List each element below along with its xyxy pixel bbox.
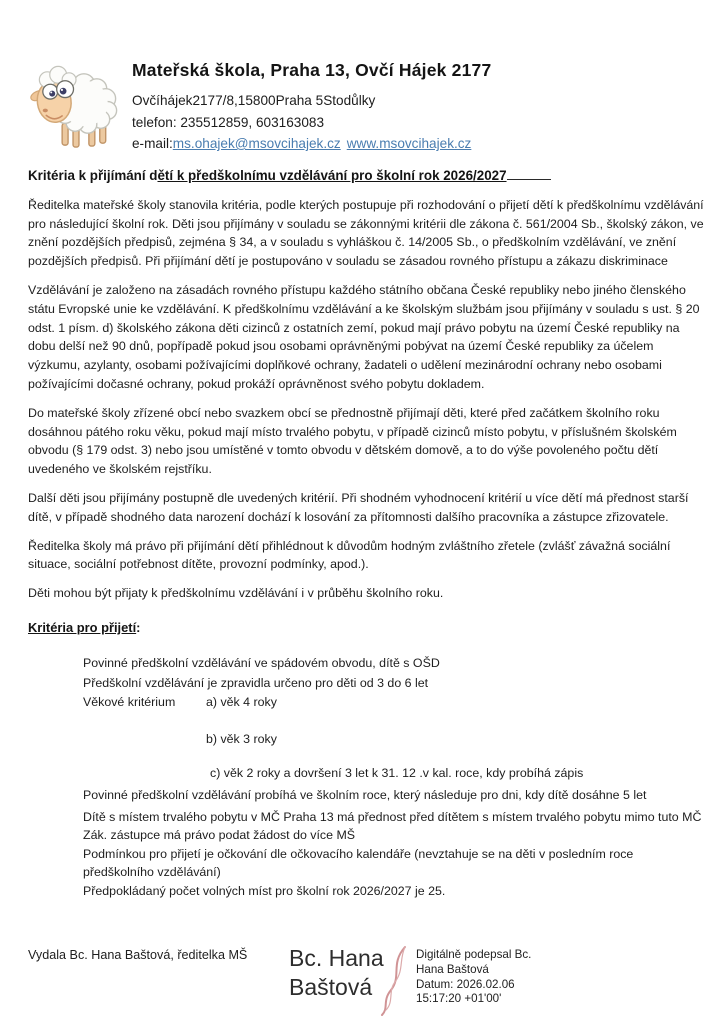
document-title-prefix: Kritéria k přijímání d — [28, 168, 158, 183]
title-underline-extension — [507, 167, 551, 180]
signature-name-line2: Baštová — [289, 974, 373, 1000]
criteria-item-age — [83, 693, 704, 712]
document-body — [28, 167, 704, 900]
issued-by-line: Vydala Bc. Hana Baštová, ředitelka MŠ — [28, 948, 248, 962]
signature-detail-line2: Hana Baštová — [416, 962, 489, 976]
criteria-item-vaccination: Podmínkou pro přijetí je očkování dle očkovacího kalendáře (nevztahuje se na děti v posledním roce předškolního vzdělávání) — [83, 846, 634, 880]
criteria-item-age-range: Předškolní vzdělávání je zpravidla určeno pro děti od 3 do 6 let — [83, 676, 429, 691]
paragraph-tiebreak: Další děti jsou přijímány postupně dle uvedených kritérií. Při shodném vyhodnocení kritérií u více dětí má přednost starší dítě, v případě shodného data narození dochází k losování za přítomnosti dalšího pracovníka a zástupce zřizovatele. — [28, 490, 689, 524]
age-option-a: a) věk 4 roky — [206, 694, 277, 709]
email-link[interactable]: ms.ohajek@msovcihajek.cz — [172, 136, 341, 151]
criteria-list — [83, 654, 704, 901]
criteria-heading — [28, 619, 704, 638]
signature-detail-line3: Datum: 2026.02.06 — [416, 977, 515, 991]
address-line: Ovčíhájek2177/8,15800Praha 5Stodůlky — [132, 93, 376, 108]
signature-flourish-icon — [374, 944, 418, 1018]
sheep-logo-icon — [26, 54, 126, 158]
paragraph-equal-access: Vzdělávání je založeno na zásadách rovného přístupu každého státního občana České republiky nebo jiného členského státu Evropské unie ke vzdělávání. K předškolnímu vzdělávání a ke školským službám jsou přijímány v souladu s ust. § 20 odst. 1 písm. d) školského zákona děti cizinců z ostatních zemí, pokud mají právo pobytu na území České republiky na dobu delší než 90 dnů, popřípadě pokud jsou osobami oprávněnými pobývat na území České republiky za účelem výzkumu, azylanty, osobami požívajícími doplňkové ochrany, žadateli o udělení mezinárodní ochrany nebo osobami požívajícími dočasné ochrany, pokud prokáží oprávněnost svého pobytu dokladem. — [28, 282, 700, 391]
age-option-b: b) věk 3 roky — [206, 732, 277, 747]
criteria-heading-text: Kritéria pro přijetí — [28, 619, 137, 635]
website-link[interactable]: www.msovcihajek.cz — [346, 136, 472, 151]
age-option-c: c) věk 2 roky a dovršení 3 let k 31. 12 .v kal. roce, kdy probíhá zápis — [210, 765, 584, 780]
signature-detail-line4: 15:17:20 +01'00' — [416, 992, 502, 1006]
age-criterion-label: Věkové kritérium — [83, 694, 176, 709]
letterhead-text — [132, 54, 491, 158]
paragraph-priority-admission: Do mateřské školy zřízené obcí nebo svazkem obcí se přednostně přijímají děti, které před začátkem školního roku dosáhnou pátého roku věku, pokud mají místo trvalého pobytu, v případě cizinců místo pobytu, v příslušném školském obvodu (§ 179 odst. 3) nebo jsou umístěné v tomto obvodu v dětském domově, a to do výše povoleného počtu dětí uvedeného ve školském rejstříku. — [28, 405, 677, 477]
criteria-heading-colon: : — [136, 619, 141, 635]
school-name: Mateřská škola, Praha 13, Ovčí Hájek 2177 — [132, 60, 492, 80]
letterhead — [26, 54, 491, 158]
criteria-item-residence: Dítě s místem trvalého pobytu v MČ Praha 13 má přednost před dítětem s místem trvalého pobytu mimo tuto MČ — [83, 809, 702, 824]
paragraph-midyear-admission: Děti mohou být přijaty k předškolnímu vzdělávání i v průběhu školního roku. — [28, 586, 444, 601]
criteria-item-guardian: Zák. zástupce má právo podat žádost do více MŠ — [83, 828, 356, 843]
phone-line: telefon: 235512859, 603163083 — [132, 114, 325, 130]
criteria-item-ospd: Povinné předškolní vzdělávání ve spádovém obvodu, dítě s OŠD — [83, 655, 440, 670]
signature-name-line1: Bc. Hana — [289, 945, 384, 971]
signature-detail-line1: Digitálně podepsal Bc. — [416, 948, 532, 961]
criteria-item-capacity: Předpokládaný počet volných míst pro školní rok 2026/2027 je 25. — [83, 883, 446, 898]
document-title-underlined: ětí k předškolnímu vzdělávání pro školní rok 2026/2027 — [157, 168, 507, 183]
email-line — [132, 133, 491, 155]
paragraph-intro: Ředitelka mateřské školy stanovila kritéria, podle kterých postupuje při rozhodování o přijetí dětí k předškolnímu vzdělávání pro následující školní rok. Děti jsou přijímány v souladu se zákonnými kritérii dle zákona č. 561/2004 Sb., školský zákon, ve znění pozdějších předpisů, zejména § 34, a v souladu s vyhláškou č. 14/2005 Sb., o předškolním vzdělávání, ve znění pozdějších předpisů. Při přijímání dětí je postupováno v souladu se zásadou rovného přístupu a zákazu diskriminace — [28, 197, 704, 269]
document-title — [28, 167, 704, 186]
signature-details — [416, 948, 531, 1007]
signature-name — [289, 944, 384, 1002]
email-label: e-mail: — [132, 136, 173, 151]
paragraph-special-consideration: Ředitelka školy má právo při přijímání dětí přihlédnout k důvodům hodným zvláštního zřetele (zvlášť závažná sociální situace, sociální potřebnost dítěte, provozní podmínky, apod.). — [28, 538, 671, 572]
criteria-item-compulsory: Povinné předškolní vzdělávání probíhá ve školním roce, který následuje pro dni, kdy dítě dosáhne 5 let — [83, 788, 647, 803]
